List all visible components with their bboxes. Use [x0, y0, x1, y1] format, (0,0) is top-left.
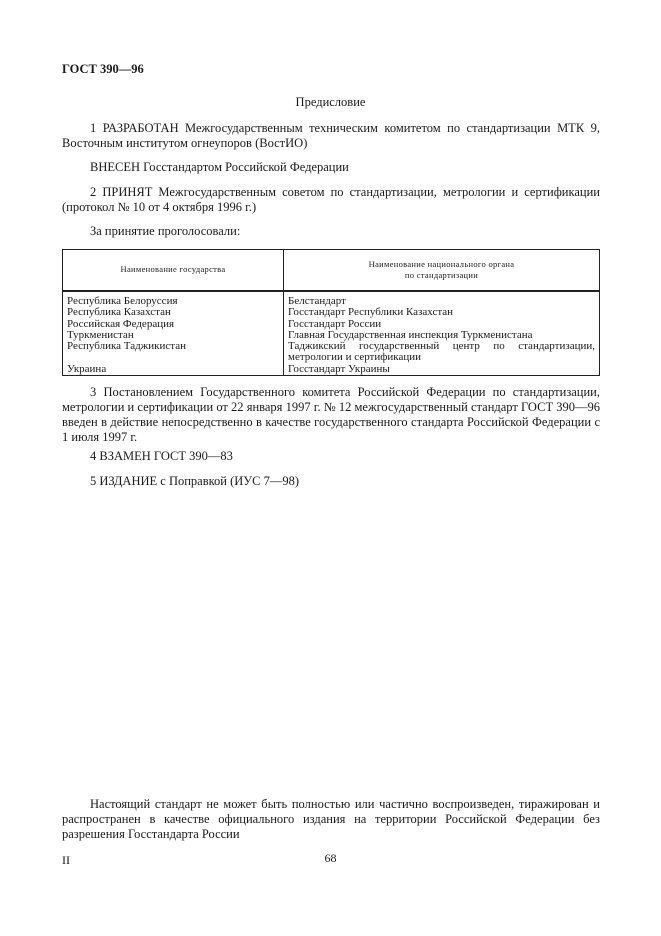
- para-edition: 5 ИЗДАНИЕ с Поправкой (ИУС 7—98): [90, 474, 300, 488]
- para-voted: За принятие проголосовали:: [90, 224, 241, 238]
- state-cell: Украина: [63, 364, 284, 376]
- state-cell: Туркменистан: [63, 330, 284, 341]
- preface-heading: Предисловие: [295, 95, 366, 109]
- table-header-row: [63, 250, 600, 292]
- para-developed: 1 РАЗРАБОТАН Межгосударственным техническим комитетом по стандартизации МТК 9, Восточным институтом огнеупоров (ВостИО): [62, 121, 600, 150]
- org-cell: Госстандарт России: [284, 319, 600, 330]
- table-row: [63, 341, 600, 364]
- org-cell: Госстандарт Украины: [284, 364, 600, 376]
- para-replaces: 4 ВЗАМЕН ГОСТ 390—83: [90, 449, 233, 463]
- copyright-notice: Настоящий стандарт не может быть полностью или частично воспроизведен, тиражирован и распространен в качестве официального издания на территории Российской Федерации без разрешения Госстандарта России: [62, 797, 600, 841]
- col-org-header: [284, 250, 600, 292]
- org-cell: Белстандарт: [284, 291, 600, 307]
- col-org-header-line2: по стандартизации: [404, 270, 479, 280]
- table-row: [63, 291, 600, 307]
- org-cell: Таджикский государственный центр по стандартизации, метрологии и сертификации: [284, 341, 600, 364]
- state-cell: Республика Белоруссия: [63, 291, 284, 307]
- page-number: 68: [324, 851, 337, 865]
- footer-roman-page: II: [62, 853, 70, 867]
- table-row: [63, 307, 600, 318]
- state-cell: Российская Федерация: [63, 319, 284, 330]
- state-cell: Республика Казахстан: [63, 307, 284, 318]
- para-submitted: ВНЕСЕН Госстандартом Российской Федерации: [90, 160, 349, 174]
- col-state-header: Наименование государства: [63, 250, 284, 292]
- voting-table: [62, 249, 600, 376]
- para-adopted: 2 ПРИНЯТ Межгосударственным советом по стандартизации, метрологии и сертификации (протокол № 10 от 4 октября 1996 г.): [62, 185, 600, 214]
- table-row: [63, 364, 600, 376]
- org-cell: Госстандарт Республики Казахстан: [284, 307, 600, 318]
- org-cell: Главная Государственная инспекция Туркменистана: [284, 330, 600, 341]
- document-id: ГОСТ 390—96: [62, 62, 144, 76]
- para-enacted: 3 Постановлением Государственного комитета Российской Федерации по стандартизации, метрологии и сертификации от 22 января 1997 г. № 12 межгосударственный стандарт ГОСТ 390—96 введен в действие непосредственно в качестве государственного стандарта Российской Федерации с 1 июля 1997 г.: [62, 385, 600, 444]
- state-cell: Республика Таджикистан: [63, 341, 284, 364]
- col-org-header-line1: Наименование национального органа: [368, 258, 515, 269]
